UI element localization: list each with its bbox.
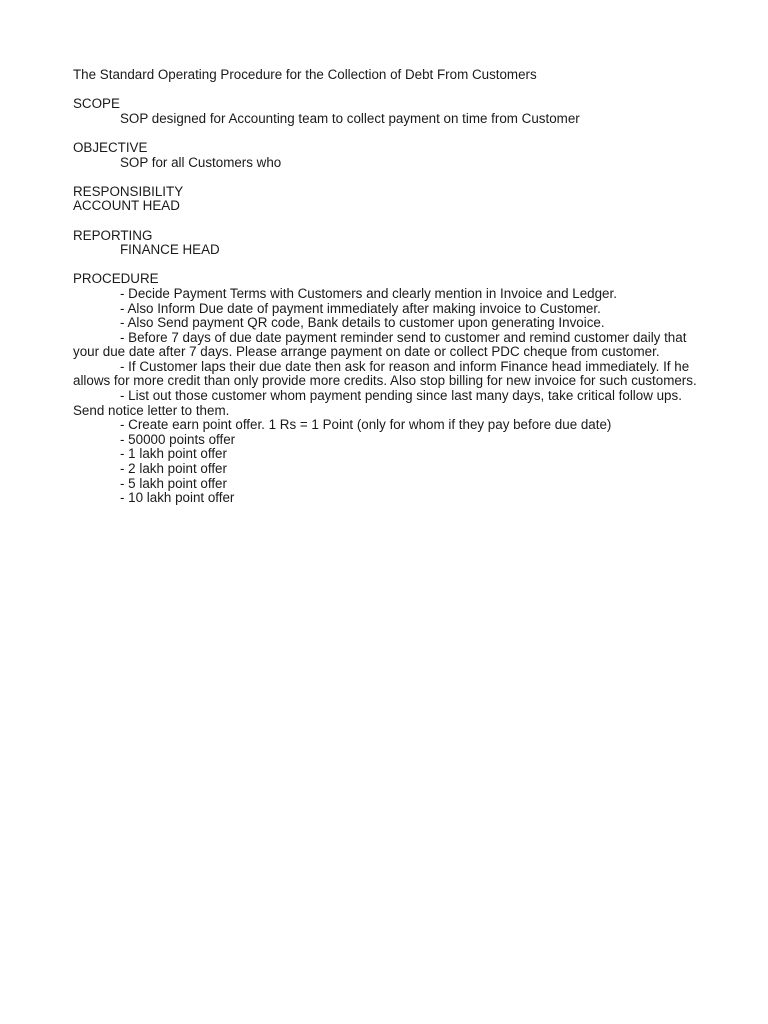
scope-text: SOP designed for Accounting team to collect payment on time from Customer <box>120 110 580 126</box>
objective-text: SOP for all Customers who <box>120 154 282 170</box>
spacer <box>73 83 703 98</box>
responsibility-heading: RESPONSIBILITY <box>73 183 184 199</box>
reporting-heading: REPORTING <box>73 227 153 243</box>
procedure-item: - 1 lakh point offer <box>120 446 227 462</box>
procedure-item: - Decide Payment Terms with Customers and clearly mention in Invoice and Ledger. <box>120 285 617 301</box>
procedure-item: - 2 lakh point offer <box>120 461 227 477</box>
spacer <box>73 258 703 273</box>
spacer <box>73 214 703 229</box>
procedure-item: - List out those customer whom payment pending since last many days, take critical follow ups. Send notice letter to them. <box>73 388 682 418</box>
procedure-item: - Also Send payment QR code, Bank details to customer upon generating Invoice. <box>120 315 605 331</box>
reporting-text: FINANCE HEAD <box>120 242 220 258</box>
procedure-heading: PROCEDURE <box>73 271 159 287</box>
scope-heading: SCOPE <box>73 96 120 112</box>
procedure-item: - 10 lakh point offer <box>120 490 235 506</box>
procedure-item: - If Customer laps their due date then ask for reason and inform Finance head immediately. If he allows for more credit than only provide more credits. Also stop billing for new invoice for such customers. <box>73 358 697 389</box>
spacer <box>73 126 703 141</box>
procedure-item: - Also Inform Due date of payment immediately after making invoice to Customer. <box>120 300 601 316</box>
procedure-item: - 50000 points offer <box>120 431 236 447</box>
procedure-item: - Before 7 days of due date payment reminder send to customer and remind customer daily that your due date after 7 days. Please arrange payment on date or collect PDC cheque from customer. <box>73 329 687 360</box>
document-title: The Standard Operating Procedure for the Collection of Debt From Customers <box>73 67 537 82</box>
objective-heading: OBJECTIVE <box>73 139 148 155</box>
document-page <box>73 68 703 506</box>
responsibility-text: ACCOUNT HEAD <box>73 198 180 214</box>
spacer <box>73 170 703 185</box>
procedure-item: - 5 lakh point offer <box>120 475 227 491</box>
procedure-item: - Create earn point offer. 1 Rs = 1 Point (only for whom if they pay before due date) <box>120 417 612 433</box>
